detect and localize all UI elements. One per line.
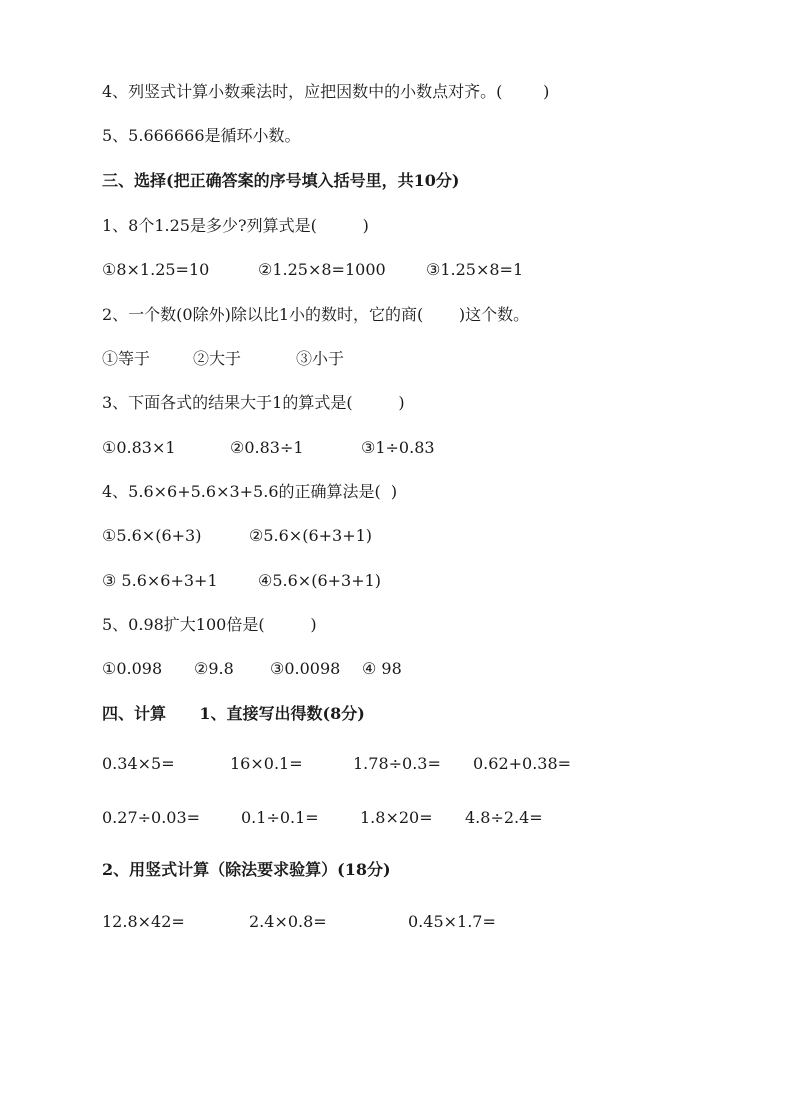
judgment-question-4: 4、列竖式计算小数乘法时，应把因数中的小数点对齐。( ) bbox=[102, 82, 550, 101]
choice-question-5: 5、0.98扩大100倍是( ) bbox=[102, 615, 317, 634]
choice-4-option-3: ③ 5.6×6+3+1 bbox=[102, 571, 218, 590]
calc-subsection-2-heading: 2、用竖式计算（除法要求验算）(18分) bbox=[102, 860, 391, 879]
calc-row1-item-1: 0.34×5= bbox=[102, 754, 175, 773]
choice-1-option-3: ③1.25×8=1 bbox=[426, 260, 524, 279]
choice-3-option-3: ③1÷0.83 bbox=[361, 438, 435, 457]
vertical-calc-item-2: 2.4×0.8= bbox=[249, 912, 327, 931]
choice-4-option-1: ①5.6×(6+3) bbox=[102, 526, 202, 545]
choice-2-option-1: ①等于 bbox=[102, 349, 151, 368]
calc-row1-item-3: 1.78÷0.3= bbox=[353, 754, 441, 773]
section-4-heading: 四、计算 1、直接写出得数(8分) bbox=[102, 704, 365, 723]
judgment-question-5: 5、5.666666是循环小数。 bbox=[102, 126, 301, 145]
choice-4-option-2: ②5.6×(6+3+1) bbox=[249, 526, 373, 545]
choice-question-1: 1、8个1.25是多少?列算式是( ) bbox=[102, 216, 369, 235]
calc-row2-item-4: 4.8÷2.4= bbox=[465, 808, 543, 827]
calc-row2-item-3: 1.8×20= bbox=[360, 808, 433, 827]
choice-question-2: 2、一个数(0除外)除以比1小的数时，它的商( )这个数。 bbox=[102, 305, 530, 324]
section-3-heading: 三、选择(把正确答案的序号填入括号里，共10分) bbox=[102, 171, 460, 190]
choice-5-option-3: ③0.0098 bbox=[270, 659, 341, 678]
calc-row2-item-2: 0.1÷0.1= bbox=[241, 808, 319, 827]
choice-question-3: 3、下面各式的结果大于1的算式是( ) bbox=[102, 393, 405, 412]
choice-1-option-1: ①8×1.25=10 bbox=[102, 260, 210, 279]
vertical-calc-item-3: 0.45×1.7= bbox=[408, 912, 496, 931]
calc-row2-item-1: 0.27÷0.03= bbox=[102, 808, 201, 827]
choice-1-option-2: ②1.25×8=1000 bbox=[258, 260, 386, 279]
vertical-calc-item-1: 12.8×42= bbox=[102, 912, 185, 931]
choice-3-option-1: ①0.83×1 bbox=[102, 438, 176, 457]
choice-5-option-1: ①0.098 bbox=[102, 659, 163, 678]
choice-3-option-2: ②0.83÷1 bbox=[230, 438, 304, 457]
choice-2-option-2: ②大于 bbox=[193, 349, 242, 368]
choice-4-option-4: ④5.6×(6+3+1) bbox=[258, 571, 382, 590]
choice-question-4: 4、5.6×6+5.6×3+5.6的正确算法是( ) bbox=[102, 482, 398, 501]
choice-5-option-4: ④ 98 bbox=[362, 659, 402, 678]
calc-row1-item-2: 16×0.1= bbox=[230, 754, 303, 773]
choice-2-option-3: ③小于 bbox=[296, 349, 345, 368]
choice-5-option-2: ②9.8 bbox=[194, 659, 234, 678]
calc-row1-item-4: 0.62+0.38= bbox=[473, 754, 572, 773]
